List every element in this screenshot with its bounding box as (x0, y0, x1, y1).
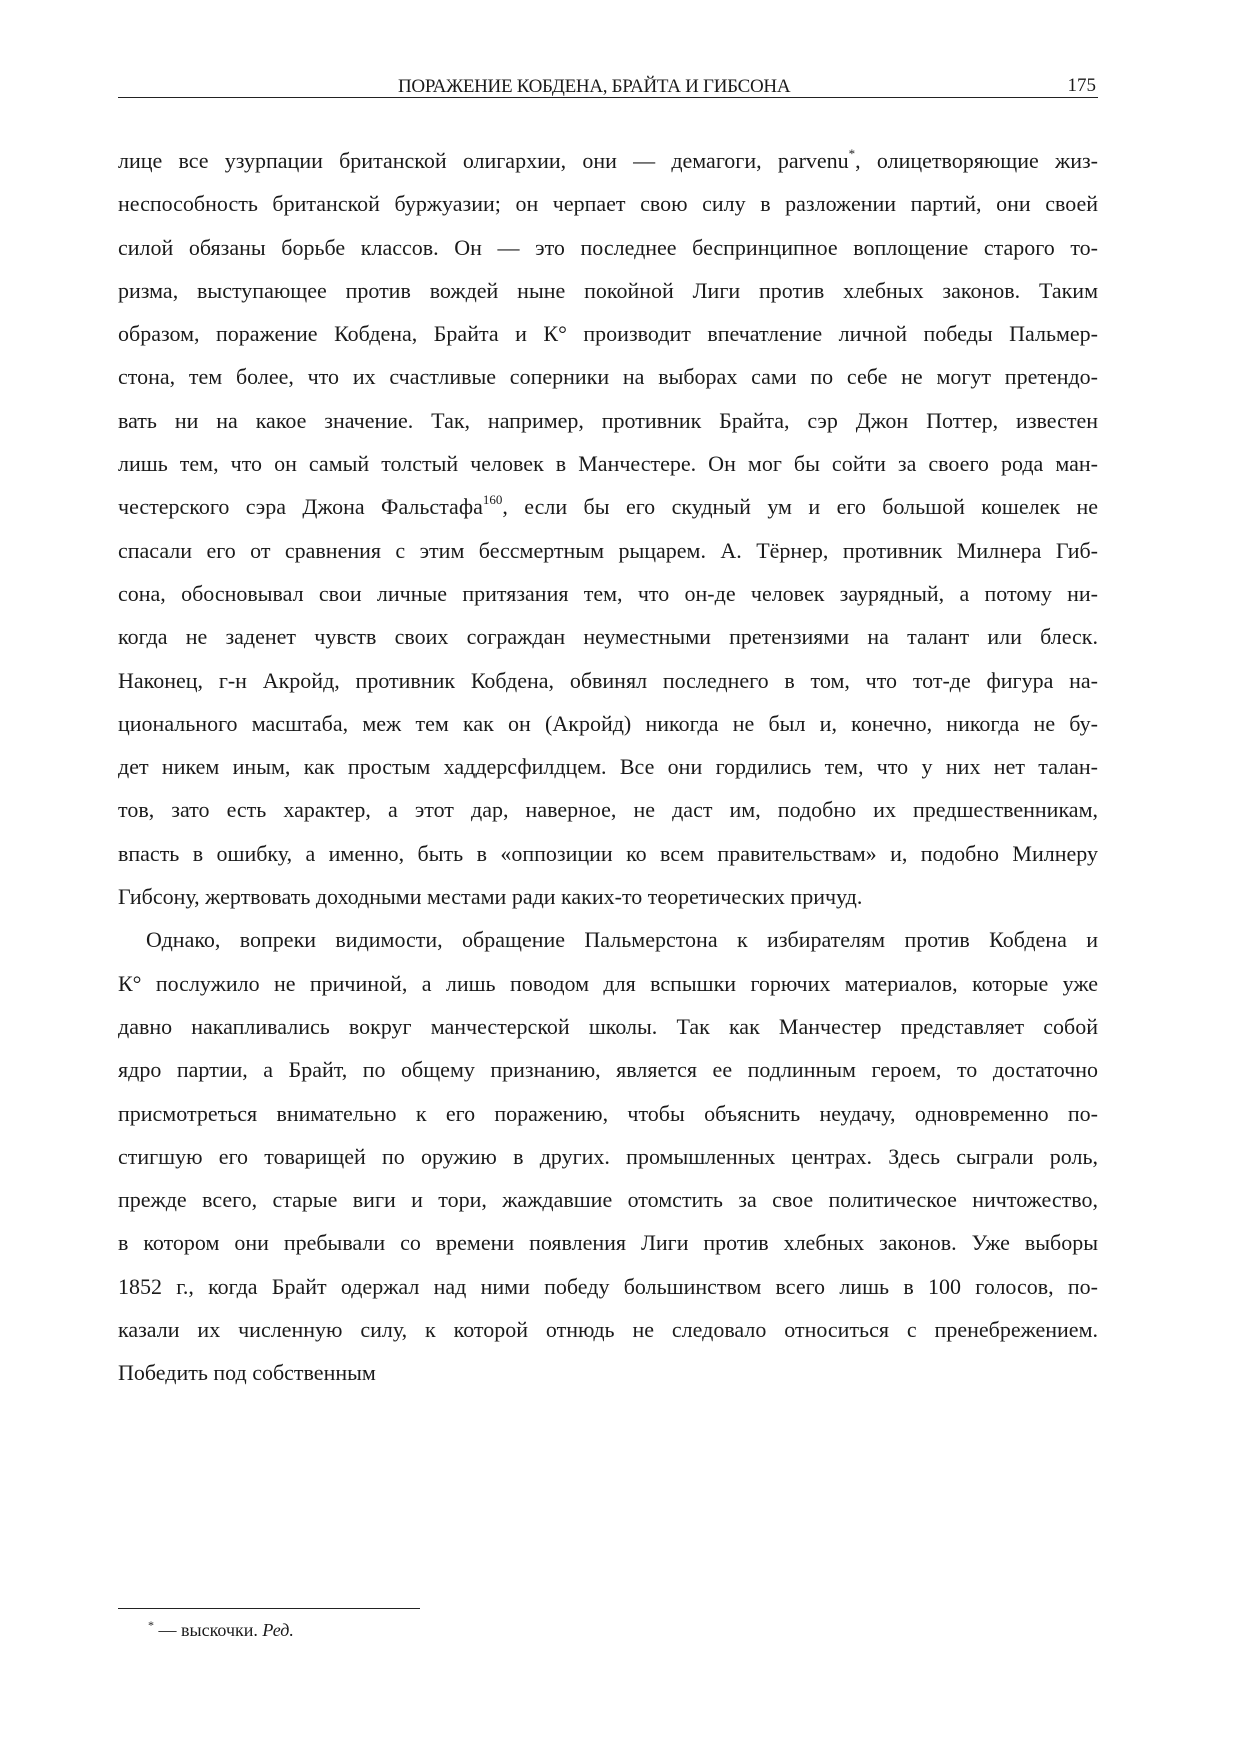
text-line: силой обязаны борьбе классов. Он — это последнее беспринципное воплощение старого то- (118, 234, 1098, 260)
text-line: К° послужило не причиной, а лишь поводом для вспышки горючих материалов, которые уже (118, 970, 1098, 996)
text-line: ционального масштаба, меж тем как он (Акройд) никогда не был и, конечно, никогда не бу- (118, 710, 1098, 736)
footnote-editor: Ред. (262, 1620, 294, 1640)
footnote (148, 1620, 294, 1641)
text-line: лице все узурпации британской олигархии, они — демагоги, parvenu*, олицетворяющие жиз- (118, 145, 1098, 173)
text-line: впасть в ошибку, а именно, быть в «оппозиции ко всем правительствам» и, подобно Милнеру (118, 840, 1098, 866)
footnote-text: — выскочки. (154, 1620, 263, 1640)
text-line: когда не заденет чувств своих сограждан неуместными претензиями на талант или блеск. (118, 624, 1098, 650)
text-line: Однако, вопреки видимости, обращение Пальмерстона к избирателям против Кобдена и (146, 927, 1098, 953)
running-title: ПОРАЖЕНИЕ КОБДЕНА, БРАЙТА И ГИБСОНА (398, 76, 791, 97)
page-number: 175 (1067, 75, 1096, 96)
text-line: лишь тем, что он самый толстый человек в Манчестере. Он мог бы сойти за своего рода ман- (118, 451, 1098, 477)
running-header (118, 70, 1098, 98)
text-line: образом, поражение Кобдена, Брайта и К° производит впечатление личной победы Пальмер- (118, 321, 1098, 347)
text-line: Гибсону, жертвовать доходными местами ради каких-то теоретических причуд. (118, 884, 863, 910)
text-line: неспособность британской буржуазии; он черпает свою силу в разложении партий, они своей (118, 191, 1098, 217)
text-line: вать ни на какое значение. Так, например, противник Брайта, сэр Джон Поттер, известен (118, 407, 1098, 433)
text-line: в котором они пребывали со времени появления Лиги против хлебных законов. Уже выборы (118, 1230, 1098, 1256)
text-line: честерского сэра Джона Фальстафа$^{160}$, если бы его скудный ум и его большой кошелек не (118, 492, 1098, 520)
text-line: ядро партии, а Брайт, по общему признанию, является ее подлинным героем, то достаточно (118, 1057, 1098, 1083)
text-line: 1852 г., когда Брайт одержал над ними победу большинством всего лишь в 100 голосов, по- (118, 1273, 1098, 1299)
text-line: давно накапливались вокруг манчестерской школы. Так как Манчестер представляет собой (118, 1013, 1098, 1039)
footnote-reference: 160 (482, 492, 503, 508)
text-line: прежде всего, старые виги и тори, жаждавшие отомстить за свое политическое ничтожество, (118, 1187, 1098, 1213)
text-line: Победить под собственным (118, 1360, 376, 1386)
text-line: спасали его от сравнения с этим бессмертным рыцарем. А. Тёрнер, противник Милнера Гиб- (118, 537, 1098, 563)
text-line: стона, тем более, что их счастливые соперники на выборах сами по себе не могут претендо- (118, 364, 1098, 390)
footnote-reference: * (848, 145, 856, 161)
text-line: казали их численную силу, к которой отнюдь не следовало относиться с пренебрежением. (118, 1317, 1098, 1343)
text-line: дет никем иным, как простым хаддерсфилдцем. Все они гордились тем, что у них нет талан- (118, 754, 1098, 780)
text-line: сона, обосновывал свои личные притязания тем, что он-де человек заурядный, а потому ни- (118, 580, 1098, 606)
body-text (118, 144, 1098, 1400)
text-line: ризма, выступающее против вождей ныне покойной Лиги против хлебных законов. Таким (118, 277, 1098, 303)
text-line: Наконец, г-н Акройд, противник Кобдена, обвинял последнего в том, что тот-де фигура на- (118, 667, 1098, 693)
text-line: стигшую его товарищей по оружию в других. промышленных центрах. Здесь сыграли роль, (118, 1143, 1098, 1169)
text-line: присмотреться внимательно к его поражению, чтобы объяснить неудачу, одновременно по- (118, 1100, 1098, 1126)
footnote-divider (118, 1608, 420, 1609)
footnote-mark: * (148, 1618, 154, 1632)
text-line: тов, зато есть характер, а этот дар, наверное, не даст им, подобно их предшественникам, (118, 797, 1098, 823)
